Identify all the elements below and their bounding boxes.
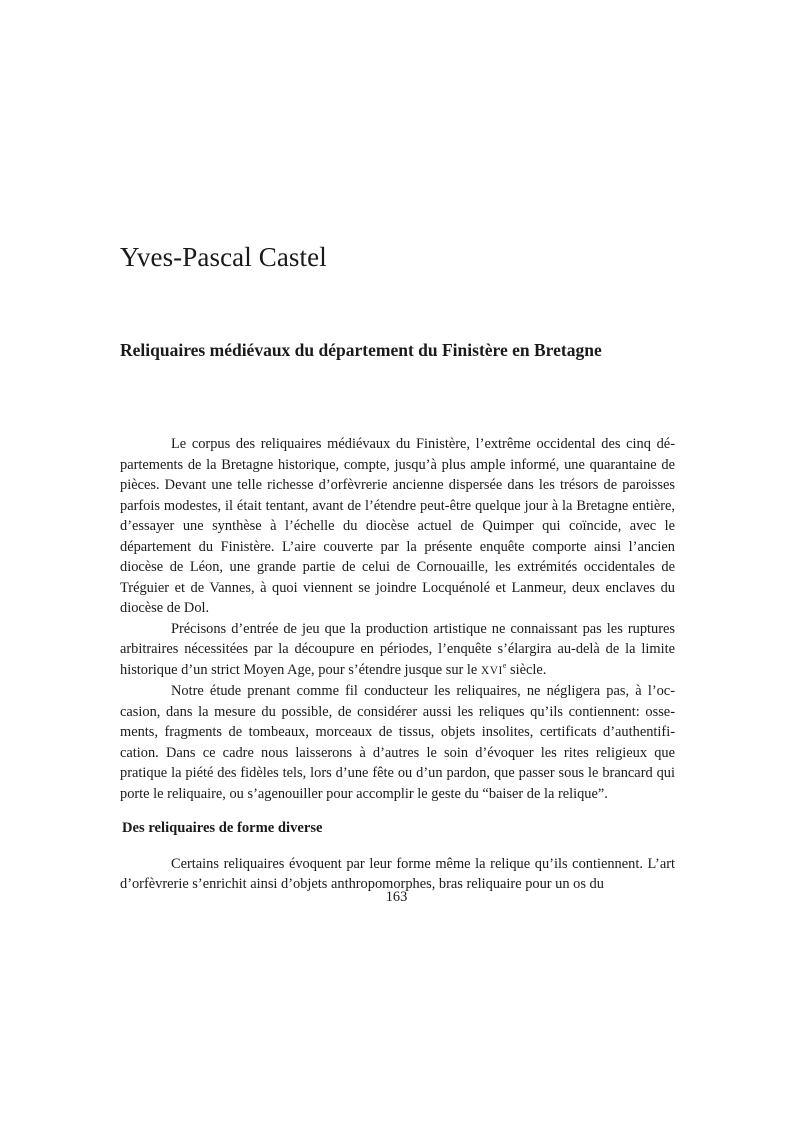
page-number: 163: [385, 889, 408, 905]
article-title: Reliquaires médiévaux du département du Finistère en Bretagne: [120, 340, 602, 360]
article-body: [120, 434, 675, 895]
paragraph-scope-end: siècle.: [506, 661, 547, 678]
section-heading: Des reliquaires de forme diverse: [122, 820, 323, 836]
century-numeral: XVI: [480, 664, 503, 677]
paragraph-intro: Le corpus des reliquaires médiévaux du Finistère, l’extrême occidental des cinq départements de la Bretagne historique, compte, jusqu’à plus ample informé, une quarantaine de pièces. Devant une telle richesse d’orfèvrerie ancienne dispersée dans les trésors de paroisses parfois modestes, il était tentant, avant de l’étendre peut-être quelque jour à la Bretagne entière, d’essayer une synthèse à l’échelle du diocèse actuel de Quimper qui coïncide, avec le département du Finistère. L’aire couverte par la présente enquête comporte ainsi l’ancien diocèse de Léon, une grande partie de celui de Cornouaille, les extrémités occidentales de Tréguier et de Vannes, à quoi viennent se joindre Locquénolé et Lanmeur, deux enclaves du diocèse de Dol.: [120, 436, 675, 616]
paragraph-method: Notre étude prenant comme fil conducteur les reliquaires, ne négligera pas, à l’occasion, dans la mesure du possible, de considérer aussi les reliques qu’ils contiennent: ossements, fragments de tombeaux, morceaux de tissus, objets insolites, certificats d’authentification. Dans ce cadre nous laisserons à d’autres le soin d’évoquer les rites religieux que pratique la piété des fidèles tels, lors d’une fête ou d’un pardon, que passer sous le brancard qui porte le reliquaire, ou s’agenouiller pour accomplir le geste du “baiser de la relique”.: [120, 683, 675, 802]
century-superscript: e: [502, 660, 507, 670]
paragraph-scope-text: Précisons d’entrée de jeu que la production artistique ne connaissant pas les ruptures arbitraires nécessitées par la découpure en périodes, l’enquête s’élargira au-delà de la limite historique d’un strict Moyen Age, pour s’étendre jusque sur le: [120, 620, 675, 678]
paragraph-scope: [120, 619, 675, 682]
author-name: Yves-Pascal Castel: [120, 242, 327, 272]
paragraph-forms: Certains reliquaires évoquent par leur forme même la relique qu’ils contiennent. L’art d’orfèvrerie s’enrichit ainsi d’objets anthropomorphes, bras reliquaire pour un os du: [120, 855, 675, 892]
